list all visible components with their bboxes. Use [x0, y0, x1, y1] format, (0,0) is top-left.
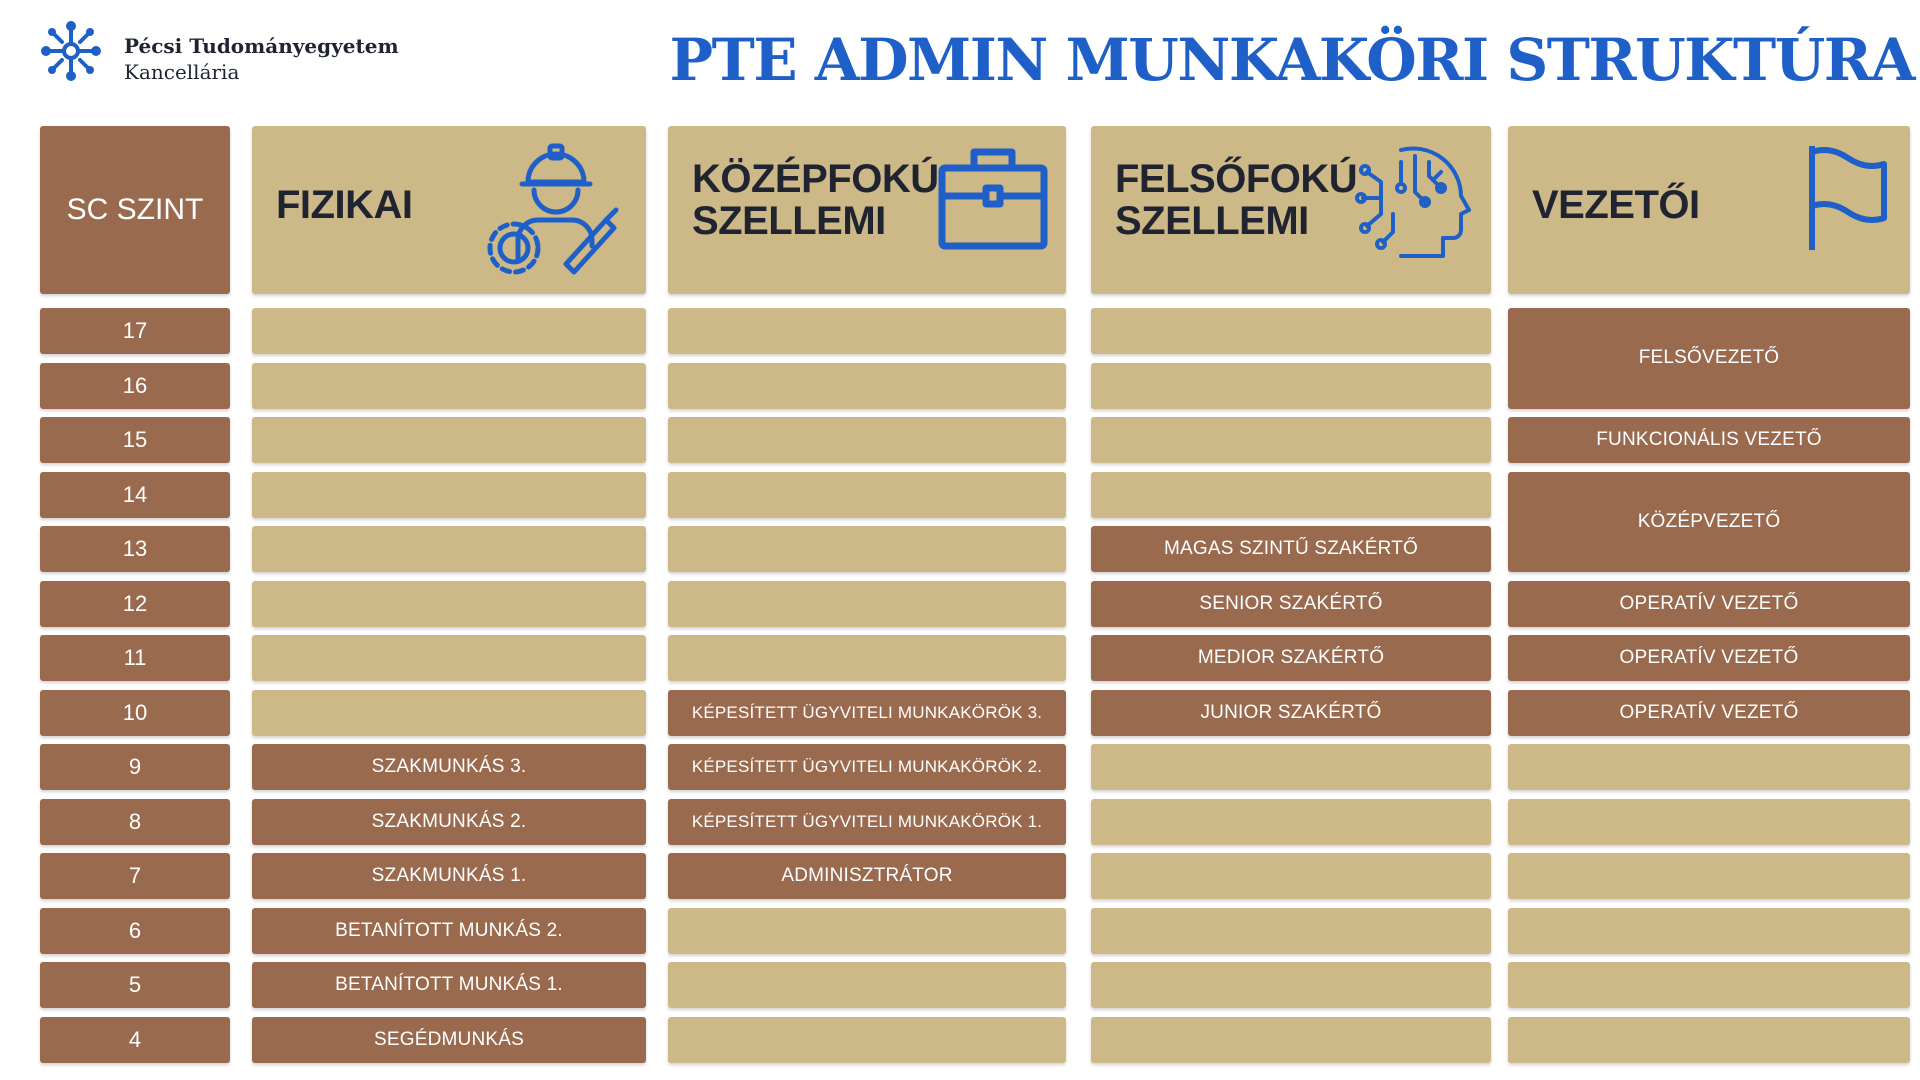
empty-cell — [252, 363, 646, 409]
empty-cell — [1091, 853, 1491, 899]
role-cell — [668, 799, 1066, 845]
role-cell — [252, 1017, 646, 1063]
empty-cell — [252, 635, 646, 681]
column-header-kozepfoku — [668, 126, 1066, 294]
level-cell — [40, 908, 230, 954]
empty-cell — [1091, 308, 1491, 354]
column-header-felsofoku — [1091, 126, 1491, 294]
role-label: MEDIOR SZAKÉRTŐ — [1197, 647, 1385, 668]
empty-cell — [252, 417, 646, 463]
empty-cell — [1091, 962, 1491, 1008]
role-cell — [668, 744, 1066, 790]
role-label: ADMINISZTRÁTOR — [781, 865, 953, 886]
role-cell — [668, 853, 1066, 899]
level-number: 12 — [122, 590, 148, 616]
level-number: 6 — [128, 917, 142, 943]
empty-cell — [668, 472, 1066, 518]
level-cell — [40, 962, 230, 1008]
university-logo — [40, 20, 400, 96]
empty-cell — [1091, 908, 1491, 954]
empty-cell — [668, 526, 1066, 572]
role-label: FUNKCIONÁLIS VEZETŐ — [1596, 429, 1822, 450]
role-cell — [1508, 581, 1910, 627]
role-label: OPERATÍV VEZETŐ — [1619, 647, 1799, 668]
role-label: OPERATÍV VEZETŐ — [1619, 592, 1799, 614]
role-label: KÉPESÍTETT ÜGYVITELI MUNKAKÖRÖK 1. — [691, 811, 1043, 831]
column-title-fizikai — [276, 184, 412, 226]
level-cell — [40, 417, 230, 463]
column-title-line: FIZIKAI — [276, 183, 413, 227]
empty-cell — [1508, 799, 1910, 845]
level-cell — [40, 581, 230, 627]
role-cell — [1091, 581, 1491, 627]
level-number: 5 — [128, 972, 142, 997]
empty-cell — [668, 363, 1066, 409]
role-cell — [1508, 472, 1910, 573]
pte-emblem-icon — [40, 20, 102, 82]
role-cell — [1508, 635, 1910, 681]
column-title-line: SZELLEMI — [1115, 199, 1309, 243]
level-number: 7 — [128, 863, 142, 888]
role-label: KÉPESÍTETT ÜGYVITELI MUNKAKÖRÖK 3. — [691, 702, 1043, 722]
role-label: SENIOR SZAKÉRTŐ — [1199, 592, 1383, 614]
ai-head-circuit-icon — [1353, 142, 1473, 266]
flag-icon — [1802, 142, 1892, 256]
role-cell — [1508, 690, 1910, 736]
level-number: 9 — [128, 754, 142, 779]
empty-cell — [1508, 962, 1910, 1008]
empty-cell — [668, 635, 1066, 681]
empty-cell — [252, 690, 646, 736]
role-cell — [668, 690, 1066, 736]
column-header-vezetoi — [1508, 126, 1910, 294]
empty-cell — [668, 417, 1066, 463]
role-label: SEGÉDMUNKÁS — [373, 1028, 524, 1050]
role-label: BETANÍTOTT MUNKÁS 1. — [335, 974, 563, 995]
worker-gear-icon — [478, 142, 628, 286]
empty-cell — [252, 308, 646, 354]
level-cell — [40, 690, 230, 736]
role-cell — [252, 962, 646, 1008]
role-label: SZAKMUNKÁS 2. — [371, 810, 527, 832]
level-cell — [40, 744, 230, 790]
column-title-line: FELSŐFOKÚ — [1115, 157, 1358, 201]
page-title: PTE ADMIN MUNKAKÖRI STRUKTÚRA — [669, 26, 1914, 94]
role-label: OPERATÍV VEZETŐ — [1619, 701, 1799, 723]
empty-cell — [1508, 1017, 1910, 1063]
level-column-title: SC SZINT — [66, 193, 204, 226]
empty-cell — [668, 308, 1066, 354]
role-label: FELSŐVEZETŐ — [1638, 347, 1780, 369]
column-title-felsofoku — [1115, 158, 1357, 242]
column-title-line: KÖZÉPFOKÚ — [692, 157, 939, 201]
role-cell — [1091, 690, 1491, 736]
level-number: 17 — [122, 318, 148, 343]
role-cell — [1091, 635, 1491, 681]
level-cell — [40, 1017, 230, 1063]
empty-cell — [252, 581, 646, 627]
role-label: BETANÍTOTT MUNKÁS 2. — [335, 919, 563, 941]
org-subtitle: Kancellária — [124, 60, 240, 84]
level-number: 14 — [122, 481, 148, 507]
level-number: 16 — [122, 372, 148, 398]
briefcase-icon — [938, 142, 1048, 256]
empty-cell — [1091, 363, 1491, 409]
column-title-line: VEZETŐI — [1532, 183, 1700, 227]
level-column-header — [40, 126, 230, 294]
level-cell — [40, 635, 230, 681]
role-cell — [252, 853, 646, 899]
role-label: JUNIOR SZAKÉRTŐ — [1200, 701, 1382, 723]
empty-cell — [1091, 472, 1491, 518]
empty-cell — [668, 962, 1066, 1008]
role-cell — [1508, 417, 1910, 463]
empty-cell — [252, 472, 646, 518]
role-cell — [1091, 526, 1491, 572]
role-cell — [252, 799, 646, 845]
role-label: KÖZÉPVEZETŐ — [1637, 510, 1781, 532]
empty-cell — [668, 1017, 1066, 1063]
empty-cell — [1091, 744, 1491, 790]
level-number: 11 — [123, 645, 147, 670]
empty-cell — [1091, 1017, 1491, 1063]
empty-cell — [1508, 908, 1910, 954]
level-number: 10 — [122, 699, 148, 725]
column-title-vezetoi — [1532, 184, 1700, 226]
level-number: 13 — [122, 536, 148, 561]
level-number: 8 — [128, 808, 142, 834]
column-header-fizikai — [252, 126, 646, 294]
role-cell — [252, 908, 646, 954]
empty-cell — [668, 908, 1066, 954]
level-cell — [40, 853, 230, 899]
level-cell — [40, 363, 230, 409]
empty-cell — [1091, 799, 1491, 845]
role-label: MAGAS SZINTŰ SZAKÉRTŐ — [1163, 538, 1419, 559]
role-label: SZAKMUNKÁS 3. — [371, 756, 527, 777]
empty-cell — [252, 526, 646, 572]
level-cell — [40, 526, 230, 572]
role-label: SZAKMUNKÁS 1. — [371, 865, 527, 886]
column-title-line: SZELLEMI — [692, 199, 886, 243]
column-title-kozepfoku — [692, 158, 939, 242]
role-cell — [252, 744, 646, 790]
level-number: 4 — [128, 1026, 142, 1052]
level-cell — [40, 308, 230, 354]
empty-cell — [668, 581, 1066, 627]
role-label: KÉPESÍTETT ÜGYVITELI MUNKAKÖRÖK 2. — [691, 757, 1043, 776]
empty-cell — [1508, 853, 1910, 899]
empty-cell — [1508, 744, 1910, 790]
org-name: Pécsi Tudományegyetem — [124, 34, 399, 58]
role-cell — [1508, 308, 1910, 409]
level-cell — [40, 472, 230, 518]
level-number: 15 — [122, 427, 148, 452]
empty-cell — [1091, 417, 1491, 463]
level-cell — [40, 799, 230, 845]
